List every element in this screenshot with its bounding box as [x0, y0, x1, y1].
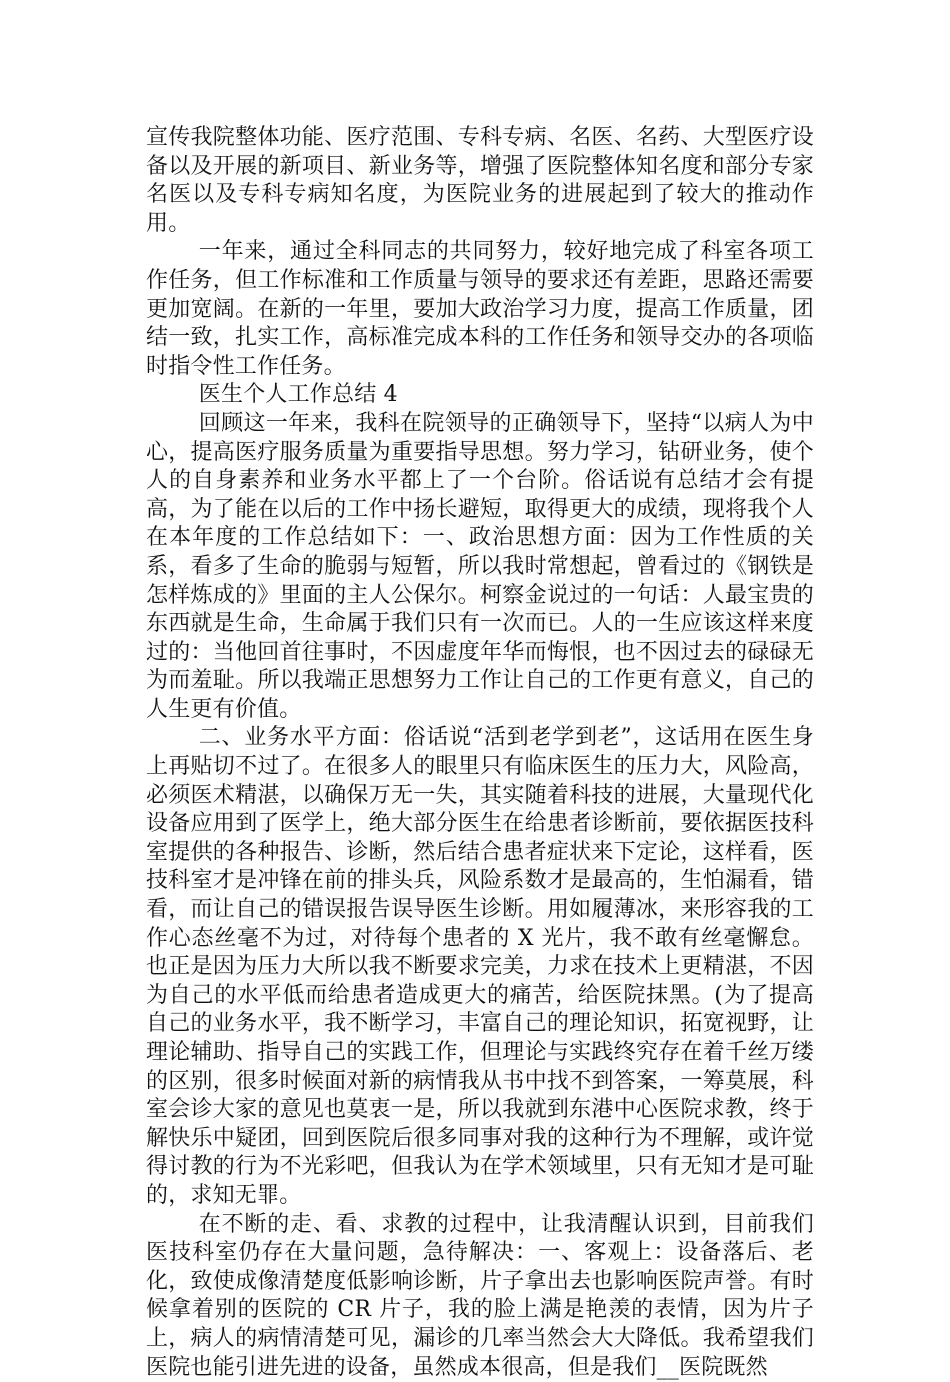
paragraph-review: 回顾这一年来，我科在院领导的正确领导下，坚持“以病人为中心，提高医疗服务质量为重要指导思想。努力学习，钻研业务，使个人的自身素养和业务水平都上了一个台阶。俗话说有总结才会有提高，为了能在以后的工作中扬长避短，取得更大的成绩，现将我个人在本年度的工作总结如下：一、政治思想方面：因为工作性质的关系，看多了生命的脆弱与短暂，所以我时常想起，曾看过的《钢铁是怎样炼成的》里面的主人公保尔。柯察金说过的一句话：人最宝贵的东西就是生命，生命属于我们只有一次而已。人的一生应该这样来度过的：当他回首往事时，不因虚度年华而悔恨，也不因过去的碌碌无为而羞耻。所以我端正思想努力工作让自己的工作更有意义，自己的人生更有价值。 — [146, 410, 814, 722]
section-heading: 医生个人工作总结 4 — [198, 382, 398, 408]
document-body — [146, 124, 814, 1382]
paragraph-publicity: 宣传我院整体功能、医疗范围、专科专病、名医、名药、大型医疗设备以及开展的新项目、新业务等，增强了医院整体知名度和部分专家名医以及专科专病知名度，为医院业务的进展起到了较大的推动作用。 — [146, 125, 814, 236]
paragraph-professional-level: 二、业务水平方面：俗话说“活到老学到老”，这话用在医生身上再贴切不过了。在很多人的眼里只有临床医生的压力大，风险高，必须医术精湛，以确保万无一失，其实随着科技的进展，大量现代化设备应用到了医学上，绝大部分医生在给患者诊断前，要依据医技科室提供的各种报告、诊断，然后结合患者症状来下定论，这样看，医技科室才是冲锋在前的排头兵，风险系数才是最高的，生怕漏看，错看，而让自己的错误报告误导医生诊断。用如履薄冰，来形容我的工作心态丝毫不为过，对待每个患者的 X 光片，我不敢有丝毫懈怠。也正是因为压力大所以我不断要求完美，力求在技术上更精湛，不因为自己的水平低而给患者造成更大的痛苦，给医院抹黑。(为了提高自己的业务水平，我不断学习，丰富自己的理论知识，拓宽视野，让理论辅助、指导自己的实践工作，但理论与实践终究存在着千丝万缕的区别，很多时候面对新的病情我从书中找不到答案，一筹莫展，科室会诊大家的意见也莫衷一是，所以我就到东港中心医院求教，终于解快乐中疑团，回到医院后很多同事对我的这种行为不理解，或许觉得讨教的行为不光彩吧，但我认为在学术领域里，只有无知才是可耻的，求知无罪。 — [146, 725, 814, 1208]
paragraph-problems: 在不断的走、看、求教的过程中，让我清醒认识到，目前我们医技科室仍存在大量问题，急待解决：一、客观上：设备落后、老化，致使成像清楚度低影响诊断，片子拿出去也影响医院声誉。有时候拿着别的医院的 CR 片子，我的脸上满是艳羡的表情，因为片子上，病人的病情清楚可见，漏诊的几率当然会大大降低。我希望我们医院也能引进先进的设备，虽然成本很高，但是我们__医院既然 — [146, 1211, 814, 1380]
paragraph-year-summary: 一年来，通过全科同志的共同努力，较好地完成了科室各项工作任务，但工作标准和工作质量与领导的要求还有差距，思路还需要更加宽阔。在新的一年里，要加大政治学习力度，提高工作质量，团结一致，扎实工作，高标准完成本科的工作任务和领导交办的各项临时指令性工作任务。 — [146, 239, 814, 379]
